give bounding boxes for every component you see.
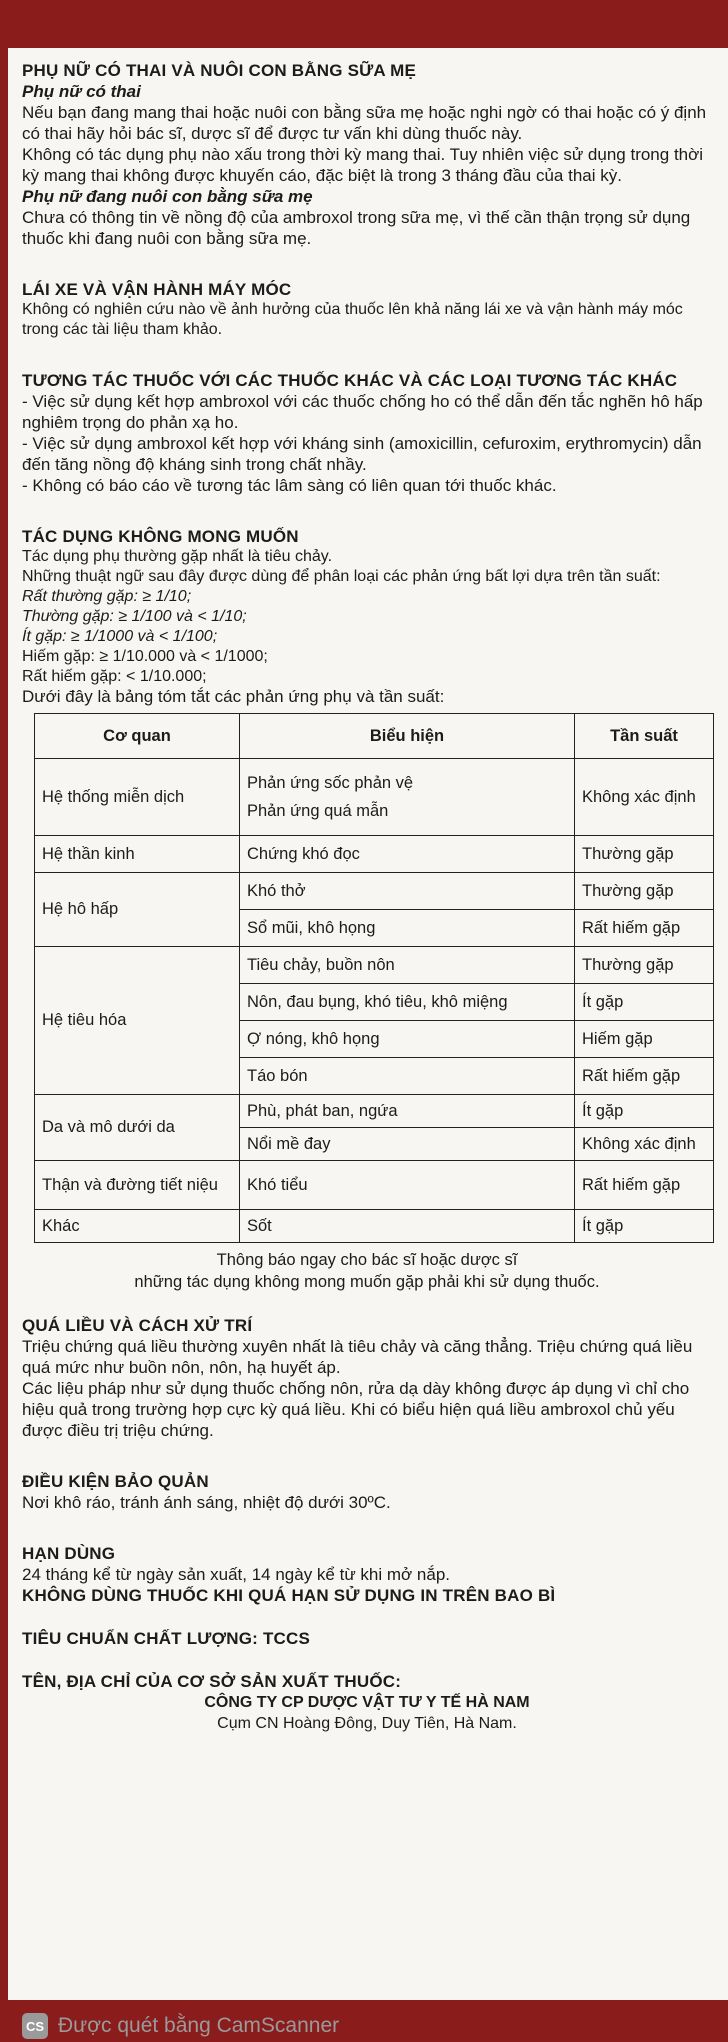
symptom-cell: Phù, phát ban, ngứa [240, 1095, 575, 1128]
table-row [35, 836, 714, 873]
symptom-cell: Khó tiểu [240, 1161, 575, 1210]
table-intro: Dưới đây là bảng tóm tắt các phản ứng phụ và tần suất: [22, 687, 445, 706]
symptom-cell: Khó thở [240, 873, 575, 910]
frequency-cell: Thường gặp [575, 873, 714, 910]
camscanner-logo-icon: CS [22, 2013, 48, 2039]
adverse-paragraph: Những thuật ngữ sau đây được dùng để phân loại các phản ứng bất lợi dựa trên tần suất: [22, 568, 661, 585]
expiry-section [22, 1543, 712, 1606]
interactions-paragraph: - Việc sử dụng kết hợp ambroxol với các thuốc chống ho có thể dẫn đến tắc nghẽn hô hấp nghiêm trọng do phản xạ ho. [22, 392, 703, 432]
table-row [35, 1161, 714, 1210]
frequency-very-rare: Rất hiếm gặp: < 1/10.000; [22, 668, 207, 685]
manufacturer-name: CÔNG TY CP DƯỢC VẬT TƯ Y TẾ HÀ NAM [204, 1694, 530, 1711]
interactions-heading: TƯƠNG TÁC THUỐC VỚI CÁC THUỐC KHÁC VÀ CÁC LOẠI TƯƠNG TÁC KHÁC [22, 371, 678, 390]
symptom-cell: Táo bón [240, 1058, 575, 1095]
table-row [35, 947, 714, 984]
header-symptom: Biểu hiện [240, 714, 575, 759]
symptom-cell: Sổ mũi, khô họng [240, 910, 575, 947]
table-row [35, 1210, 714, 1243]
organ-cell: Da và mô dưới da [35, 1095, 240, 1161]
organ-cell: Hệ thống miễn dịch [35, 759, 240, 836]
expiry-heading: HẠN DÙNG [22, 1544, 116, 1563]
expiry-warning: KHÔNG DÙNG THUỐC KHI QUÁ HẠN SỬ DỤNG IN TRÊN BAO BÌ [22, 1586, 556, 1605]
organ-cell: Hệ hô hấp [35, 873, 240, 947]
frequency-cell: Rất hiếm gặp [575, 1058, 714, 1095]
table-header-row [35, 714, 714, 759]
scanner-watermark [8, 2010, 728, 2042]
expiry-paragraph: 24 tháng kể từ ngày sản xuất, 14 ngày kể từ khi mở nắp. [22, 1565, 450, 1584]
overdose-heading: QUÁ LIỀU VÀ CÁCH XỬ TRÍ [22, 1316, 253, 1335]
pregnancy-paragraph: Nếu bạn đang mang thai hoặc nuôi con bằng sữa mẹ hoặc nghi ngờ có thai hoặc có ý định có thai hãy hỏi bác sĩ, dược sĩ để được tư vấn khi dùng thuốc này. [22, 103, 707, 143]
driving-heading: LÁI XE VÀ VẬN HÀNH MÁY MÓC [22, 280, 292, 299]
driving-paragraph: Không có nghiên cứu nào về ảnh hưởng của thuốc lên khả năng lái xe và vận hành máy móc trong các tài liệu tham khảo. [22, 301, 683, 338]
symptom-cell [240, 759, 575, 836]
overdose-section [22, 1315, 712, 1441]
header-organ: Cơ quan [35, 714, 240, 759]
adverse-effects-table [34, 713, 714, 1243]
frequency-cell: Thường gặp [575, 947, 714, 984]
organ-cell: Thận và đường tiết niệu [35, 1161, 240, 1210]
symptom-cell: Sốt [240, 1210, 575, 1243]
frequency-cell: Hiếm gặp [575, 1021, 714, 1058]
symptom-cell: Chứng khó đọc [240, 836, 575, 873]
pregnant-subheading: Phụ nữ có thai [22, 82, 141, 101]
caption-line: những tác dụng không mong muốn gặp phải khi sử dụng thuốc. [134, 1273, 600, 1291]
interactions-section [22, 370, 712, 496]
adverse-heading: TÁC DỤNG KHÔNG MONG MUỐN [22, 527, 299, 546]
adverse-paragraph: Tác dụng phụ thường gặp nhất là tiêu chảy. [22, 548, 333, 565]
breastfeeding-paragraph: Chưa có thông tin về nồng độ của ambroxol trong sữa mẹ, vì thế cần thận trọng sử dụng thuốc khi đang nuôi con bằng sữa mẹ. [22, 208, 691, 248]
frequency-cell: Thường gặp [575, 836, 714, 873]
organ-cell: Hệ thần kinh [35, 836, 240, 873]
frequency-cell: Ít gặp [575, 1095, 714, 1128]
symptom-text: Phản ứng sốc phản vệ [247, 774, 414, 792]
overdose-paragraph: Các liệu pháp như sử dụng thuốc chống nôn, rửa dạ dày không được áp dụng vì chỉ cho hiệu quả trong trường hợp cực kỳ quá liều. Khi có biểu hiện quá liều ambroxol chủ yếu được điều trị triệu chứng. [22, 1379, 690, 1440]
leaflet-page [8, 48, 728, 2037]
manufacturer-info [22, 1692, 712, 1734]
pregnancy-paragraph: Không có tác dụng phụ nào xấu trong thời kỳ mang thai. Tuy nhiên việc sử dụng trong thời kỳ mang thai không được khuyến cáo, đặc biệt là trong 3 tháng đầu của thai kỳ. [22, 145, 704, 185]
frequency-rare: Hiếm gặp: ≥ 1/10.000 và < 1/1000; [22, 648, 268, 665]
interactions-paragraph: - Việc sử dụng ambroxol kết hợp với kháng sinh (amoxicillin, cefuroxim, erythromycin) dẫn đến tăng nồng độ kháng sinh trong chất nhầy. [22, 434, 702, 474]
pregnancy-heading: PHỤ NỮ CÓ THAI VÀ NUÔI CON BẰNG SỮA MẸ [22, 61, 417, 80]
pregnancy-section [22, 60, 712, 249]
leaflet-content [22, 60, 712, 1734]
organ-cell: Hệ tiêu hóa [35, 947, 240, 1095]
table-row [35, 873, 714, 910]
storage-paragraph: Nơi khô ráo, tránh ánh sáng, nhiệt độ dưới 30ºC. [22, 1493, 391, 1512]
watermark-text: Được quét bằng CamScanner [58, 2014, 340, 2037]
adverse-section [22, 526, 712, 707]
overdose-paragraph: Triệu chứng quá liều thường xuyên nhất là tiêu chảy và căng thẳng. Triệu chứng quá liều quá mức như buồn nôn, nôn, hạ huyết áp. [22, 1337, 693, 1377]
interactions-paragraph: - Không có báo cáo về tương tác lâm sàng có liên quan tới thuốc khác. [22, 476, 557, 495]
frequency-cell: Không xác định [575, 1128, 714, 1161]
breastfeeding-subheading: Phụ nữ đang nuôi con bằng sữa mẹ [22, 187, 313, 206]
storage-section [22, 1471, 712, 1513]
symptom-cell: Nôn, đau bụng, khó tiêu, khô miệng [240, 984, 575, 1021]
adverse-effects-table-wrap [34, 713, 714, 1243]
driving-section [22, 279, 712, 340]
frequency-cell: Ít gặp [575, 984, 714, 1021]
frequency-cell: Không xác định [575, 759, 714, 836]
manufacturer-section [22, 1671, 712, 1734]
table-row [35, 1095, 714, 1128]
storage-heading: ĐIỀU KIỆN BẢO QUẢN [22, 1472, 209, 1491]
organ-cell: Khác [35, 1210, 240, 1243]
frequency-cell: Ít gặp [575, 1210, 714, 1243]
frequency-common: Thường gặp: ≥ 1/100 và < 1/10; [22, 608, 247, 625]
header-frequency: Tần suất [575, 714, 714, 759]
manufacturer-heading: TÊN, ĐỊA CHỈ CỦA CƠ SỞ SẢN XUẤT THUỐC: [22, 1672, 402, 1691]
manufacturer-address: Cụm CN Hoàng Đông, Duy Tiên, Hà Nam. [217, 1715, 517, 1732]
symptom-cell: Ợ nóng, khô họng [240, 1021, 575, 1058]
frequency-uncommon: Ít gặp: ≥ 1/1000 và < 1/100; [22, 628, 218, 645]
frequency-cell: Rất hiếm gặp [575, 910, 714, 947]
symptom-text: Phản ứng quá mẫn [247, 802, 389, 820]
table-caption [22, 1249, 712, 1293]
symptom-cell: Tiêu chảy, buồn nôn [240, 947, 575, 984]
caption-line: Thông báo ngay cho bác sĩ hoặc dược sĩ [216, 1251, 518, 1269]
frequency-cell: Rất hiếm gặp [575, 1161, 714, 1210]
symptom-cell: Nổi mề đay [240, 1128, 575, 1161]
table-row [35, 759, 714, 836]
frequency-very-common: Rất thường gặp: ≥ 1/10; [22, 588, 192, 605]
quality-standard: TIÊU CHUẨN CHẤT LƯỢNG: TCCS [22, 1629, 311, 1648]
